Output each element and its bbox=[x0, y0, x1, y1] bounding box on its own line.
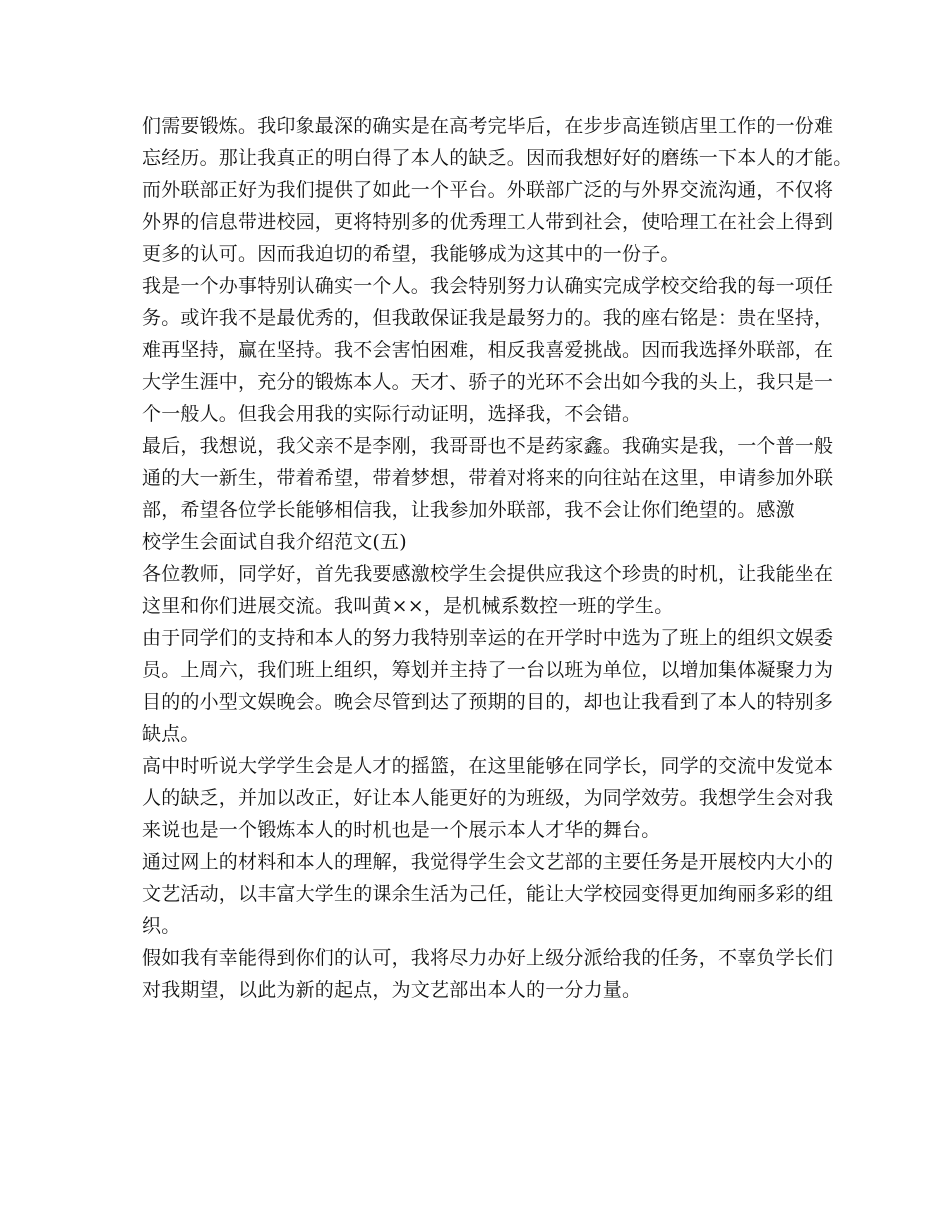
text-line: 务。或许我不是最优秀的，但我敢保证我是最努力的。我的座右铭是：贵在坚持， bbox=[142, 307, 834, 329]
text-line: 们需要锻炼。我印象最深的确实是在高考完毕后，在步步高连锁店里工作的一份难 bbox=[142, 115, 834, 137]
text-line: 个一般人。但我会用我的实际行动证明，选择我，不会错。 bbox=[142, 403, 642, 425]
text-line: 假如我有幸能得到你们的认可，我将尽力办好上级分派给我的任务，不辜负学长们 bbox=[142, 947, 834, 969]
text-line: 更多的认可。因而我迫切的希望，我能够成为这其中的一份子。 bbox=[142, 243, 680, 265]
text-line: 难再坚持，赢在坚持。我不会害怕困难，相反我喜爱挑战。因而我选择外联部，在 bbox=[142, 339, 834, 361]
text-line: 外界的信息带进校园，更将特别多的优秀理工人带到社会，使哈理工在社会上得到 bbox=[142, 211, 834, 233]
text-line: 员。上周六，我们班上组织，筹划并主持了一台以班为单位，以增加集体凝聚力为 bbox=[142, 659, 834, 681]
text-line: 忘经历。那让我真正的明白得了本人的缺乏。因而我想好好的磨练一下本人的才能。 bbox=[142, 147, 853, 169]
document-body bbox=[142, 110, 853, 1006]
text-line: 文艺活动，以丰富大学生的课余生活为己任，能让大学校园变得更加绚丽多彩的组 bbox=[142, 883, 834, 905]
text-line: 高中时听说大学学生会是人才的摇篮，在这里能够在同学长，同学的交流中发觉本 bbox=[142, 755, 834, 777]
section-heading: 校学生会面试自我介绍范文(五) bbox=[142, 531, 407, 553]
text-line: 缺点。 bbox=[142, 723, 200, 745]
text-line: 对我期望，以此为新的起点，为文艺部出本人的一分力量。 bbox=[142, 979, 642, 1001]
text-line: 大学生涯中，充分的锻炼本人。天才、骄子的光环不会出如今我的头上，我只是一 bbox=[142, 371, 834, 393]
text-line: 各位教师，同学好，首先我要感激校学生会提供应我这个珍贵的时机，让我能坐在 bbox=[142, 563, 834, 585]
text-line: 通过网上的材料和本人的理解，我觉得学生会文艺部的主要任务是开展校内大小的 bbox=[142, 851, 834, 873]
text-line: 由于同学们的支持和本人的努力我特别幸运的在开学时中选为了班上的组织文娱委 bbox=[142, 627, 834, 649]
text-line: 最后，我想说，我父亲不是李刚，我哥哥也不是药家鑫。我确实是我，一个普一般 bbox=[142, 435, 834, 457]
text-line: 目的的小型文娱晚会。晚会尽管到达了预期的目的，却也让我看到了本人的特别多 bbox=[142, 691, 834, 713]
text-line: 部，希望各位学长能够相信我，让我参加外联部，我不会让你们绝望的。感激 bbox=[142, 499, 795, 521]
text-line: 人的缺乏，并加以改正，好让本人能更好的为班级，为同学效劳。我想学生会对我 bbox=[142, 787, 834, 809]
text-line: 我是一个办事特别认确实一个人。我会特别努力认确实完成学校交给我的每一项任 bbox=[142, 275, 834, 297]
text-line: 通的大一新生，带着希望，带着梦想，带着对将来的向往站在这里，申请参加外联 bbox=[142, 467, 834, 489]
text-line: 织。 bbox=[142, 915, 181, 937]
text-line: 这里和你们进展交流。我叫黄××，是机械系数控一班的学生。 bbox=[142, 595, 674, 617]
text-line: 来说也是一个锻炼本人的时机也是一个展示本人才华的舞台。 bbox=[142, 819, 661, 841]
text-line: 而外联部正好为我们提供了如此一个平台。外联部广泛的与外界交流沟通，不仅将 bbox=[142, 179, 834, 201]
